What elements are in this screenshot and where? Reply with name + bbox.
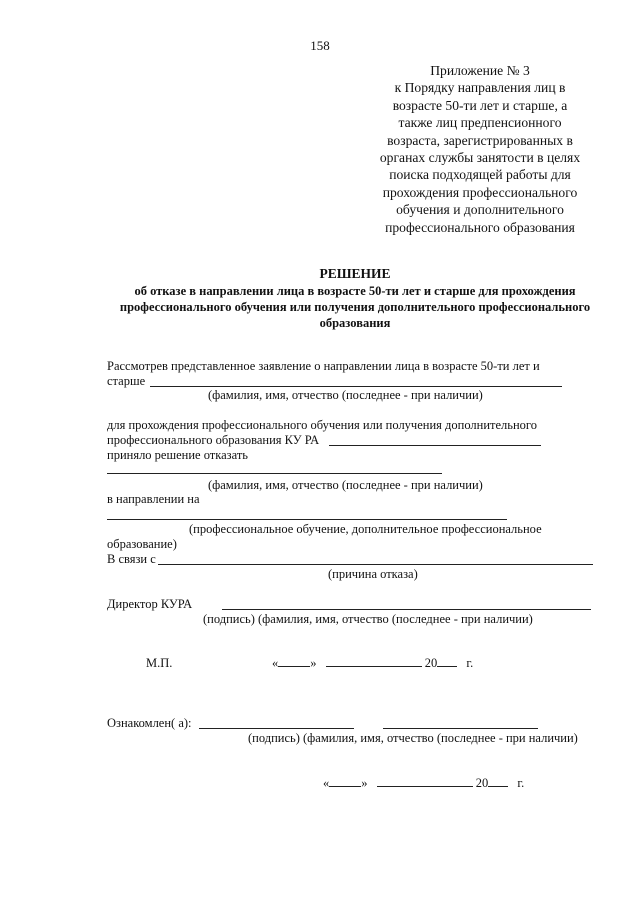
considered-text-line2: старше — [107, 374, 146, 388]
fio-caption-2: (фамилия, имя, отчество (последнее - при наличии) — [208, 478, 483, 492]
decision-subtitle-line: профессионального обучения или получения дополнительного профессионального — [119, 299, 591, 314]
appendix-line: также лиц предпенсионного — [398, 115, 562, 131]
appendix-line: прохождения профессионального — [382, 184, 578, 200]
date-2-open-quote: « — [323, 776, 330, 790]
decision-title: РЕШЕНИЕ — [319, 266, 391, 281]
acquainted-signature-field[interactable] — [199, 728, 354, 729]
director-caption: (подпись) (фамилия, имя, отчество (последнее - при наличии) — [203, 612, 533, 626]
education-caption-2: образование) — [107, 537, 177, 551]
appendix-line: профессионального образования — [385, 219, 575, 235]
considered-text-line1: Рассмотрев представленное заявление о направлении лица в возрасте 50-ти лет и — [107, 359, 540, 373]
page-number: 158 — [310, 38, 330, 53]
reason-label: В связи с — [107, 552, 156, 566]
appendix-line: поиска подходящей работы для — [389, 167, 571, 183]
date-1[interactable] — [272, 656, 473, 670]
date-1-year-prefix: 20 — [424, 656, 438, 670]
date-1-day-field[interactable] — [278, 666, 310, 667]
date-2-close-quote: » — [361, 776, 368, 790]
applicant-name-field[interactable] — [150, 386, 562, 387]
direction-label: в направлении на — [107, 492, 200, 506]
date-2-year-field[interactable] — [488, 786, 508, 787]
date-2-year-prefix: 20 — [475, 776, 489, 790]
acquainted-label: Ознакомлен( а): — [107, 716, 192, 730]
date-2-day-field[interactable] — [329, 786, 361, 787]
date-1-year-field[interactable] — [437, 666, 457, 667]
decision-subtitle — [95, 284, 615, 331]
fio-caption: (фамилия, имя, отчество (последнее - при наличии) — [208, 388, 483, 402]
acquainted-caption: (подпись) (фамилия, имя, отчество (последнее - при наличии) — [248, 731, 578, 745]
appendix-line: обучения и дополнительного — [396, 202, 564, 218]
date-1-month-field[interactable] — [326, 666, 422, 667]
appendix-line: возрасте 50-ти лет и старше, а — [392, 97, 568, 113]
purpose-text-line2: профессионального образования КУ РА — [107, 433, 320, 447]
institution-field[interactable] — [329, 445, 541, 446]
appendix-title: Приложение № 3 — [430, 63, 530, 78]
date-2-year-suffix: г. — [517, 776, 525, 790]
reason-caption: (причина отказа) — [328, 567, 418, 581]
date-2-month-field[interactable] — [377, 786, 473, 787]
education-type-field[interactable] — [107, 519, 507, 520]
reason-field[interactable] — [158, 564, 593, 565]
decision-subtitle-line: об отказе в направлении лица в возрасте 50-ти лет и старше для прохождения — [134, 284, 576, 298]
date-1-year-suffix: г. — [466, 656, 474, 670]
decision-text: приняло решение отказать — [107, 448, 249, 462]
purpose-text-line1: для прохождения профессионального обучения или получения дополнительного — [107, 418, 537, 432]
date-1-open-quote: « — [272, 656, 279, 670]
date-1-close-quote: » — [310, 656, 317, 670]
director-signature-field[interactable] — [222, 609, 591, 610]
appendix-line: к Порядку направления лиц в — [394, 80, 566, 96]
appendix-line: органах службы занятости в целях — [379, 150, 581, 166]
appendix-line: возраста, зарегистрированных в — [387, 132, 573, 148]
acquainted-name-field[interactable] — [383, 728, 538, 729]
director-label: Директор КУРА — [107, 597, 193, 611]
decision-subtitle-line: образования — [319, 315, 391, 330]
seal-label: М.П. — [146, 656, 173, 670]
date-2[interactable] — [323, 776, 524, 790]
appendix-block — [362, 62, 598, 236]
education-caption-1: (профессиональное обучение, дополнительное профессиональное — [189, 522, 542, 536]
refused-person-field[interactable] — [107, 473, 442, 474]
